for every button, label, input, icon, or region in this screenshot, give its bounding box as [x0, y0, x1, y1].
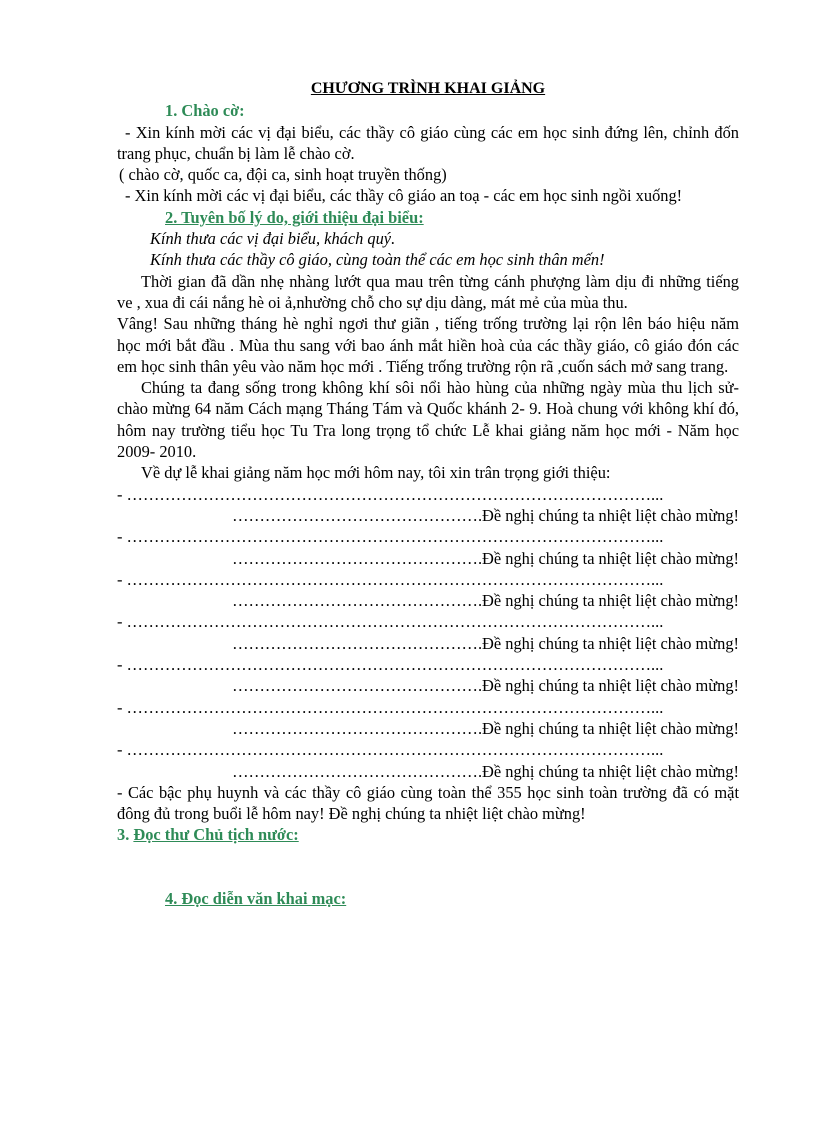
intro-line: Về dự lễ khai giảng năm học mới hôm nay, tôi xin trân trọng giới thiệu:	[141, 463, 611, 483]
guest-line-b: ……………………………………….Đề nghị chúng ta nhiệt liệt chào mừng!	[232, 761, 739, 781]
section-1-line-3: - Xin kính mời các vị đại biểu, các thầy cô giáo an toạ - các em học sinh ngồi xuống!	[125, 186, 683, 206]
guest-line-b: ……………………………………….Đề nghị chúng ta nhiệt liệt chào mừng!	[232, 591, 739, 611]
section-2-heading: 2. Tuyên bố lý do, giới thiệu đại biểu:	[165, 207, 424, 227]
section-4-heading: 4. Đọc diễn văn khai mạc:	[165, 888, 347, 908]
paragraph-3: Chúng ta đang sống trong không khí sôi nổi hào hùng của những ngày mùa thu lịch sử- chào mừng 64 năm Cách mạng Tháng Tám và Quốc khánh 2- 9. Hoà chung với không khí đó, hôm nay trường tiểu học Tu Tra long trọng tổ chức Lễ khai giảng năm học mới - Năm học 2009- 2010.	[117, 378, 739, 462]
guest-line-b: ……………………………………….Đề nghị chúng ta nhiệt liệt chào mừng!	[232, 505, 739, 525]
guest-line-a: - ……………………………………………………………………………………...	[117, 527, 664, 547]
guest-line-b: ……………………………………….Đề nghị chúng ta nhiệt liệt chào mừng!	[232, 548, 739, 568]
guest-line-a: - ……………………………………………………………………………………...	[117, 697, 664, 717]
guest-line-b: ……………………………………….Đề nghị chúng ta nhiệt liệt chào mừng!	[232, 633, 739, 653]
document-page	[117, 78, 739, 909]
document-title: CHƯƠNG TRÌNH KHAI GIẢNG	[310, 80, 546, 97]
guest-line-b: ……………………………………….Đề nghị chúng ta nhiệt liệt chào mừng!	[232, 676, 739, 696]
greeting-1: Kính thưa các vị đại biểu, khách quý.	[150, 229, 396, 249]
greeting-2: Kính thưa các thầy cô giáo, cùng toàn thể các em học sinh thân mến!	[150, 250, 605, 270]
guest-list	[117, 484, 739, 782]
paragraph-2: Vâng! Sau những tháng hè nghỉ ngơi thư giãn , tiếng trống trường lại rộn lên báo hiệu năm học mới bắt đầu . Mùa thu sang với bao ánh mắt hiền hoà của các thầy giáo, cô giáo đón các em học sinh thân yêu vào năm học mới . Tiếng trống trường rộn rã ,cuốn sách mở sang trang.	[117, 314, 739, 376]
guest-line-a: - ……………………………………………………………………………………...	[117, 484, 664, 504]
guest-line-a: - ……………………………………………………………………………………...	[117, 612, 664, 632]
section-1-line-1: - Xin kính mời các vị đại biểu, các thầy cô giáo cùng các em học sinh đứng lên, chỉnh đốn trang phục, chuẩn bị làm lễ chào cờ.	[117, 122, 739, 163]
guest-line-a: - ……………………………………………………………………………………...	[117, 740, 664, 760]
guest-line-b: ……………………………………….Đề nghị chúng ta nhiệt liệt chào mừng!	[232, 718, 739, 738]
closing-paragraph: - Các bậc phụ huynh và các thầy cô giáo cùng toàn thể 355 học sinh toàn trường đã có mặt đông đủ trong buổi lễ hôm nay! Đề nghị chúng ta nhiệt liệt chào mừng!	[117, 782, 739, 824]
paragraph-1: Thời gian đã dần nhẹ nhàng lướt qua mau trên từng cánh phượng làm dịu đi những tiếng ve , xua đi cái nắng hè oi ả,nhường chỗ cho sự dịu dàng, mát mẻ của mùa thu.	[117, 271, 739, 312]
section-3-heading	[117, 824, 739, 845]
section-3-title: Đọc thư Chủ tịch nước:	[133, 825, 299, 845]
guest-line-a: - ……………………………………………………………………………………...	[117, 655, 664, 675]
section-3-number: 3.	[117, 825, 134, 845]
guest-line-a: - ……………………………………………………………………………………...	[117, 569, 664, 589]
section-1-line-2: ( chào cờ, quốc ca, đội ca, sinh hoạt truyền thống)	[119, 165, 447, 185]
section-1-heading: 1. Chào cờ:	[165, 101, 245, 121]
